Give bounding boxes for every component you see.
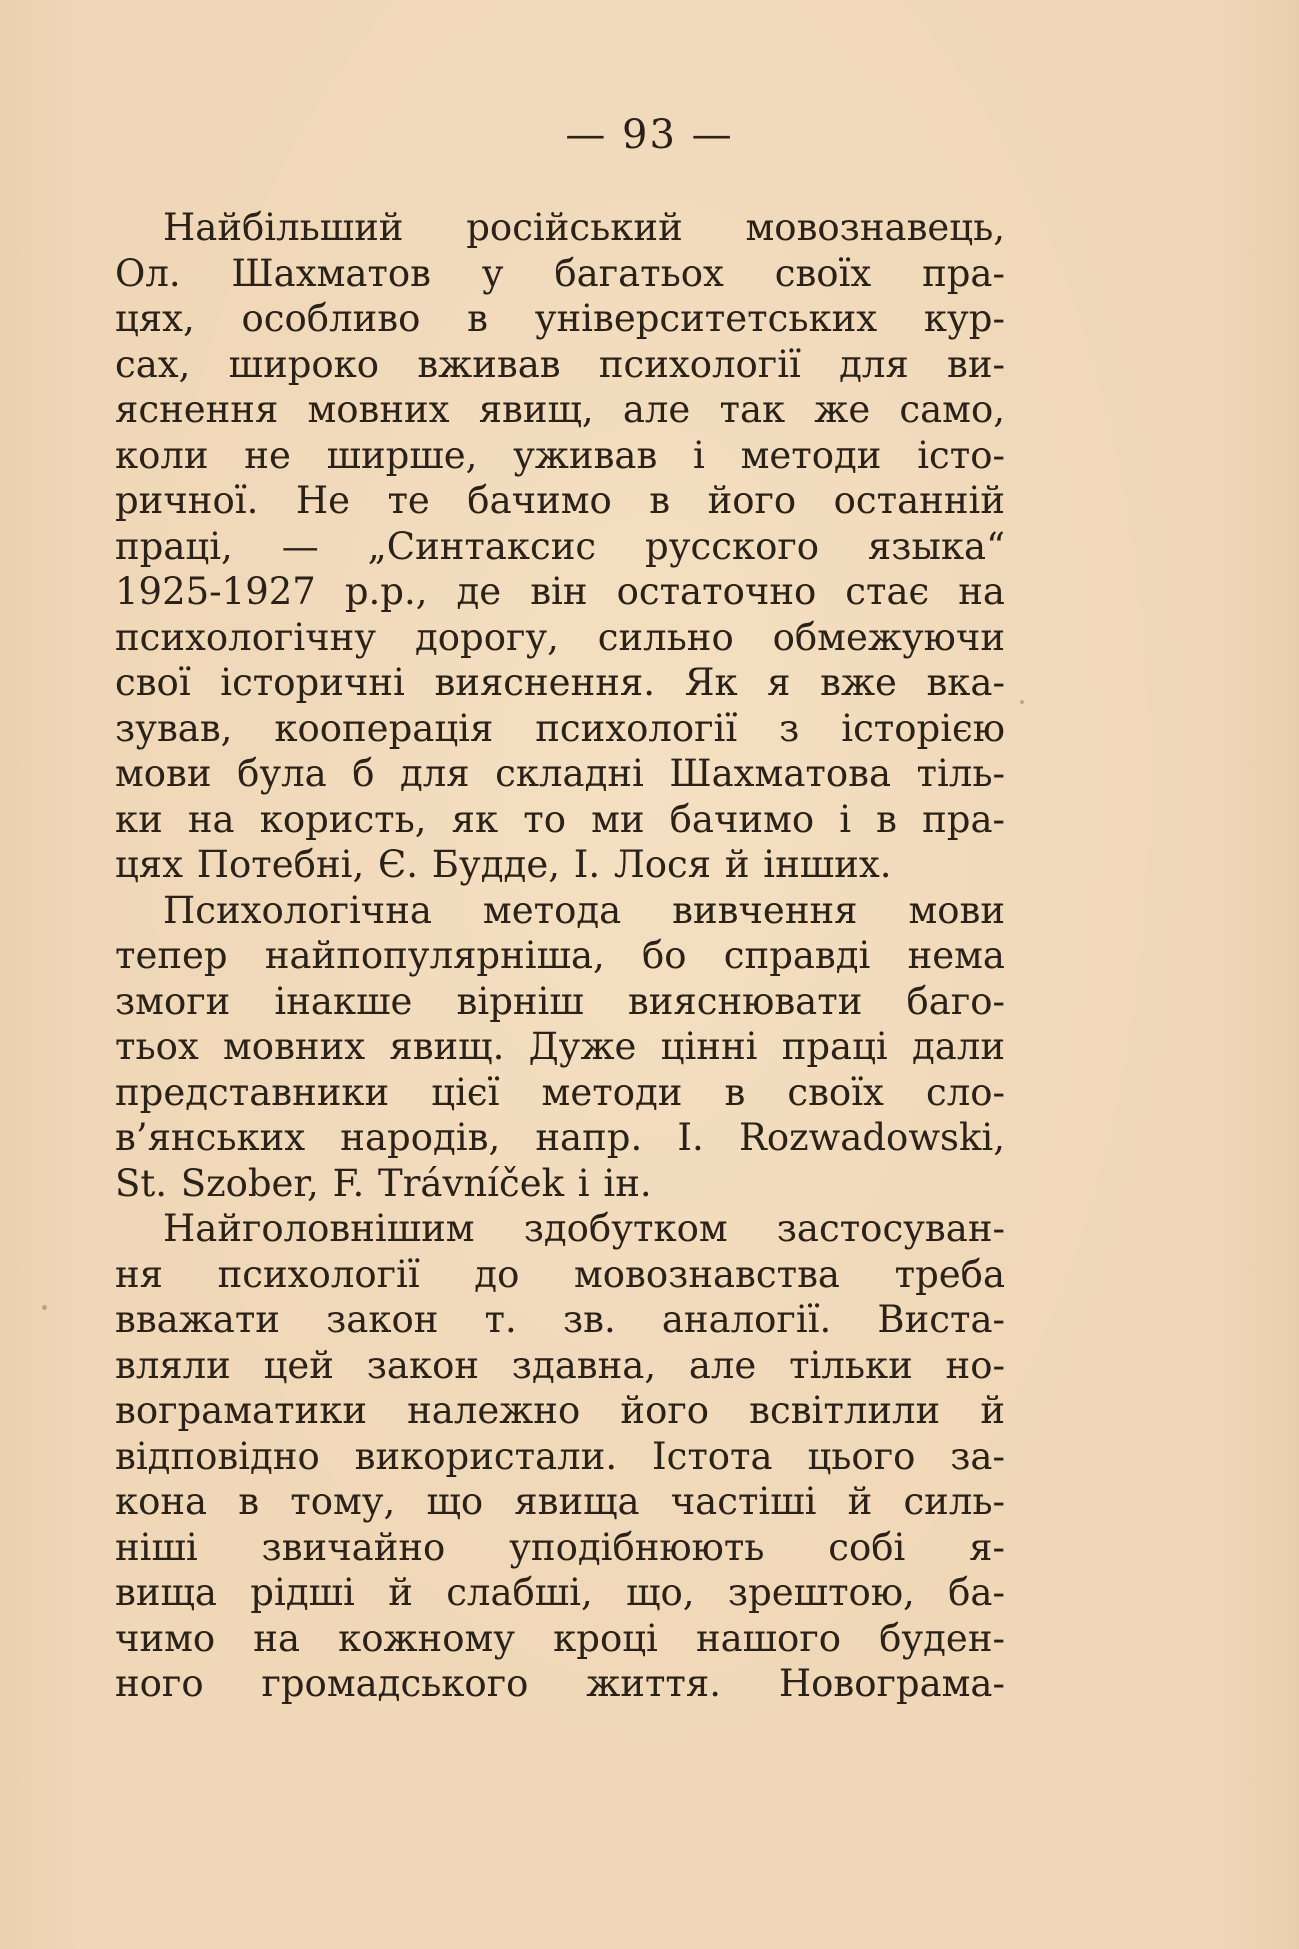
- page-number: — 93 —: [565, 112, 734, 158]
- text-line: цях, особливо в університетських кур-: [115, 297, 1005, 340]
- text-line: яснення мовних явищ, але так же само,: [115, 388, 1005, 431]
- text-line: тепер найпопулярніша, бо справді нема: [115, 934, 1005, 977]
- text-line: Найбільший російський мовознавець,: [163, 206, 1005, 249]
- text-line: вляли цей закон здавна, але тільки но-: [115, 1343, 1005, 1387]
- text-line: представники цієї методи в своїх сло-: [115, 1070, 1005, 1114]
- paper-speck: [1020, 700, 1024, 704]
- text-line: чимо на кожному кроці нашого буден-: [115, 1616, 1005, 1660]
- text-line: свої історичні вияснення. Як я вже вка-: [115, 661, 1005, 704]
- text-line: ричної. Не те бачимо в його останній: [115, 479, 1005, 522]
- text-line: ніші звичайно уподібнюють собі я-: [115, 1525, 1005, 1569]
- body-text: [115, 205, 1005, 1707]
- text-line: відповідно використали. Істота цього за-: [115, 1434, 1005, 1478]
- text-line: кона в тому, що явища частіші й силь-: [115, 1480, 1005, 1523]
- text-line: 1925-1927 р.р., де він остаточно стає на: [115, 570, 1005, 613]
- text-line: в’янських народів, напр. I. Rozwadowski,: [115, 1116, 1005, 1159]
- text-line: St. Szober, F. Trávníček і ін.: [115, 1161, 652, 1205]
- text-line: праці, — „Синтаксис русского языка“: [115, 524, 1005, 568]
- text-line: Ол. Шахматов у багатьох своїх пра-: [115, 251, 1005, 295]
- text-line: вважати закон т. зв. аналогії. Виста-: [115, 1298, 1005, 1341]
- text-line: мови була б для складні Шахматова тіль-: [115, 752, 1005, 795]
- text-line: ного громадського життя. Новограма-: [115, 1662, 1005, 1705]
- text-line: сах, широко вживав психології для ви-: [115, 342, 1005, 386]
- text-line: Найголовнішим здобутком застосуван-: [163, 1207, 1005, 1250]
- text-line: вища рідші й слабші, що, зрештою, ба-: [115, 1571, 1005, 1614]
- text-line: змоги інакше вірніш вияснювати баго-: [115, 979, 1005, 1023]
- text-line: коли не ширше, уживав і методи істо-: [115, 433, 1005, 477]
- text-line: ня психології до мовознавства треба: [115, 1252, 1005, 1296]
- paper-speck: [42, 1305, 47, 1310]
- text-line: тьох мовних явищ. Дуже цінні праці дали: [115, 1025, 1005, 1068]
- text-line: цях Потебні, Є. Будде, І. Лося й інших.: [115, 843, 892, 886]
- text-line: зував, кооперація психології з історією: [115, 706, 1005, 750]
- text-line: психологічну дорогу, сильно обмежуючи: [115, 615, 1005, 659]
- text-line: Психологічна метода вивчення мови: [163, 888, 1005, 932]
- text-line: вограматики належно його всвітлили й: [115, 1389, 1005, 1432]
- text-line: ки на користь, як то ми бачимо і в пра-: [115, 797, 1005, 841]
